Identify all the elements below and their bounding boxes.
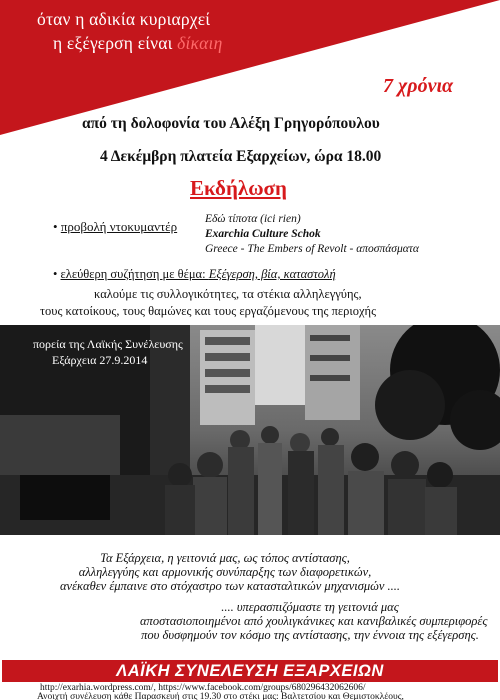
- slogan-line-2: [53, 33, 222, 54]
- footer-links[interactable]: http://exarhia.wordpress.com/, https://www.facebook.com/groups/680296432062606/: [40, 683, 366, 693]
- subtitle: από τη δολοφονία του Αλέξη Γρηγορόπουλου: [82, 115, 380, 132]
- film-list: [205, 212, 419, 257]
- paragraph-line: που δυσφημούν τον κόσμο της αντίστασης, την έννοια της εξέγερσης.: [141, 628, 479, 642]
- bullet-documentary: [53, 219, 177, 235]
- event-title: Εκδήλωση: [190, 176, 287, 200]
- paragraph-line: Τα Εξάρχεια, η γειτονιά μας, ως τόπος αντίστασης,: [100, 551, 350, 565]
- discussion-topics: Εξέγερση, βία, καταστολή: [208, 267, 336, 281]
- years-heading: 7 χρόνια: [383, 75, 454, 97]
- photo-caption-line-1: πορεία της Λαϊκής Συνέλευσης: [33, 337, 183, 351]
- bullet-discussion: [53, 267, 336, 282]
- paragraph-1: [60, 551, 401, 593]
- date-place: 4 Δεκέμβρη πλατεία Εξαρχείων, ώρα 18.00: [100, 148, 382, 165]
- film-item: Exarchia Culture Schok: [205, 228, 321, 240]
- slogan-line-2-a: η εξέγερση είναι: [53, 33, 178, 53]
- paragraph-line: αποστασιοποιημένοι από χουλιγκάνικες και κανιβαλικές συμπεριφορές: [140, 614, 488, 628]
- paragraph-2: [140, 600, 488, 642]
- slogan-line-2-b: δίκαιη: [177, 33, 223, 53]
- bullet-icon: •: [53, 219, 61, 234]
- invite-line-1: καλούμε τις συλλογικότητες, τα στέκια αλληλεγγύης,: [94, 287, 362, 301]
- documentary-label: προβολή ντοκυμαντέρ: [60, 219, 178, 234]
- paragraph-line: αλληλεγγύης και αρμονικής συνύπαρξης των διαφορετικών,: [78, 565, 372, 579]
- film-item: Εδώ τίποτα (ici rien): [205, 213, 301, 225]
- invite-line-2: τους κατοίκους, τους θαμώνες και τους εργαζόμενους της περιοχής: [40, 304, 377, 318]
- footer-title: ΛΑΪΚΗ ΣΥΝΕΛΕΥΣΗ ΕΞΑΡΧΕΙΩΝ: [116, 662, 384, 680]
- discussion-label: ελεύθερη συζήτηση με θέμα:: [60, 267, 209, 281]
- paragraph-line: .... υπερασπιζόμαστε τη γειτονιά μας: [221, 600, 399, 614]
- bullet-icon: •: [53, 267, 61, 281]
- photo-caption-line-2: Εξάρχεια 27.9.2014: [52, 353, 148, 367]
- film-item: Greece - The Embers of Revolt - αποσπάσματα: [205, 243, 419, 255]
- slogan-line-1: όταν η αδικία κυριαρχεί: [37, 9, 211, 29]
- footer-meeting: Ανοιχτή συνέλευση κάθε Παρασκευή στις 19.30 στο στέκι μας: Βαλτετσίου και Θεμιστοκλέους,: [37, 692, 404, 700]
- paragraph-line: ανέκαθεν έμπαινε στο στόχαστρο των κατασταλτικών μηχανισμών ....: [60, 579, 401, 593]
